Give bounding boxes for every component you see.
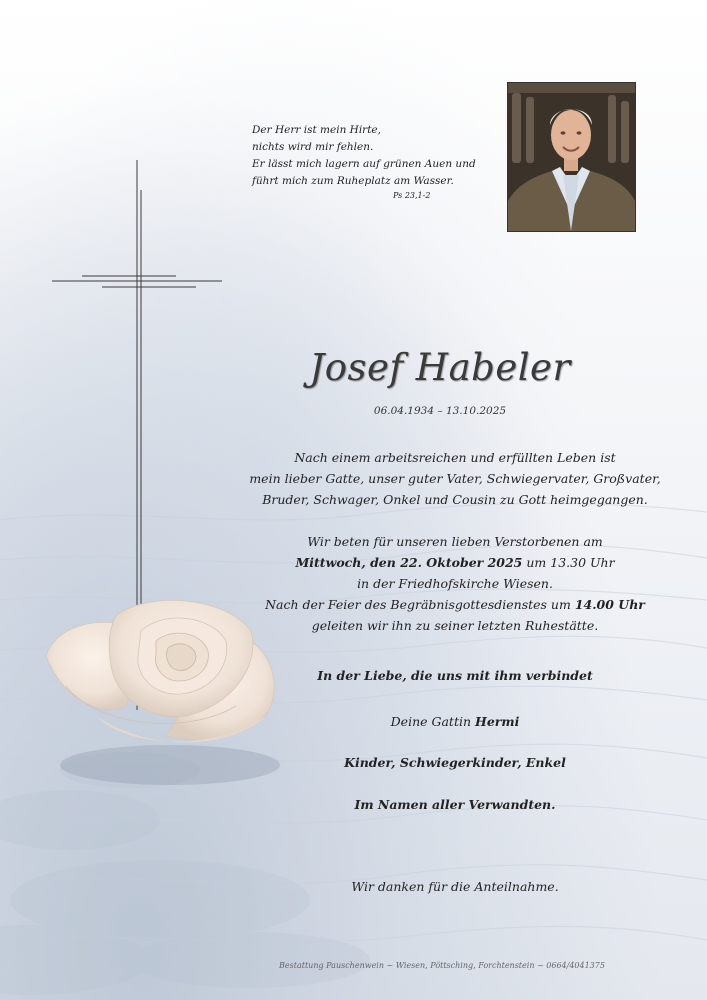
intro-text <box>225 447 685 510</box>
service-date-line <box>225 552 685 573</box>
closing-line: In der Liebe, die uns mit ihm verbindet <box>317 668 593 683</box>
children-line: Kinder, Schwiegerkinder, Enkel <box>344 755 566 770</box>
service-details <box>225 531 685 636</box>
psalm-quote <box>252 122 492 202</box>
psalm-line: Der Herr ist mein Hirte, <box>252 124 381 136</box>
deceased-name: Josef Habeler <box>309 346 571 389</box>
psalm-line: führt mich zum Ruheplatz am Wasser. <box>252 175 454 187</box>
psalm-reference: Ps 23,1-2 <box>393 191 431 200</box>
portrait-photo <box>507 82 636 232</box>
spouse-line <box>225 711 685 732</box>
service-date: Mittwoch, den 22. Oktober 2025 <box>295 555 523 570</box>
service-line: geleiten wir ihn zu seiner letzten Ruhestätte. <box>311 618 599 633</box>
spouse-text <box>225 711 685 732</box>
psalm-line: nichts wird mir fehlen. <box>252 141 374 153</box>
thanks-line: Wir danken für die Anteilnahme. <box>351 879 559 894</box>
service-time: um 13.30 Uhr <box>522 555 615 570</box>
burial-time: 14.00 Uhr <box>574 597 645 612</box>
relatives-line: Im Namen aller Verwandten. <box>354 797 556 812</box>
spouse-name: Hermi <box>475 714 520 729</box>
intro-line: Nach einem arbeitsreichen und erfüllten Leben ist <box>294 450 616 465</box>
life-dates: 06.04.1934 – 13.10.2025 <box>373 405 507 417</box>
funeral-home-footer: Bestattung Pauschenwein ~ Wiesen, Pöttsching, Forchtenstein ~ 0664/4041375 <box>279 961 605 970</box>
burial-time-line <box>225 594 685 615</box>
service-place: in der Friedhofskirche Wiesen. <box>357 576 553 591</box>
burial-text: Nach der Feier des Begräbnisgottesdienstes um <box>265 597 575 612</box>
psalm-line: Er lässt mich lagern auf grünen Auen und <box>252 158 476 170</box>
service-line: Wir beten für unseren lieben Verstorbenen am <box>307 534 603 549</box>
spouse-prefix: Deine Gattin <box>390 714 476 729</box>
intro-line: mein lieber Gatte, unser guter Vater, Schwiegervater, Großvater, <box>249 471 661 486</box>
intro-line: Bruder, Schwager, Onkel und Cousin zu Gott heimgegangen. <box>262 492 648 507</box>
